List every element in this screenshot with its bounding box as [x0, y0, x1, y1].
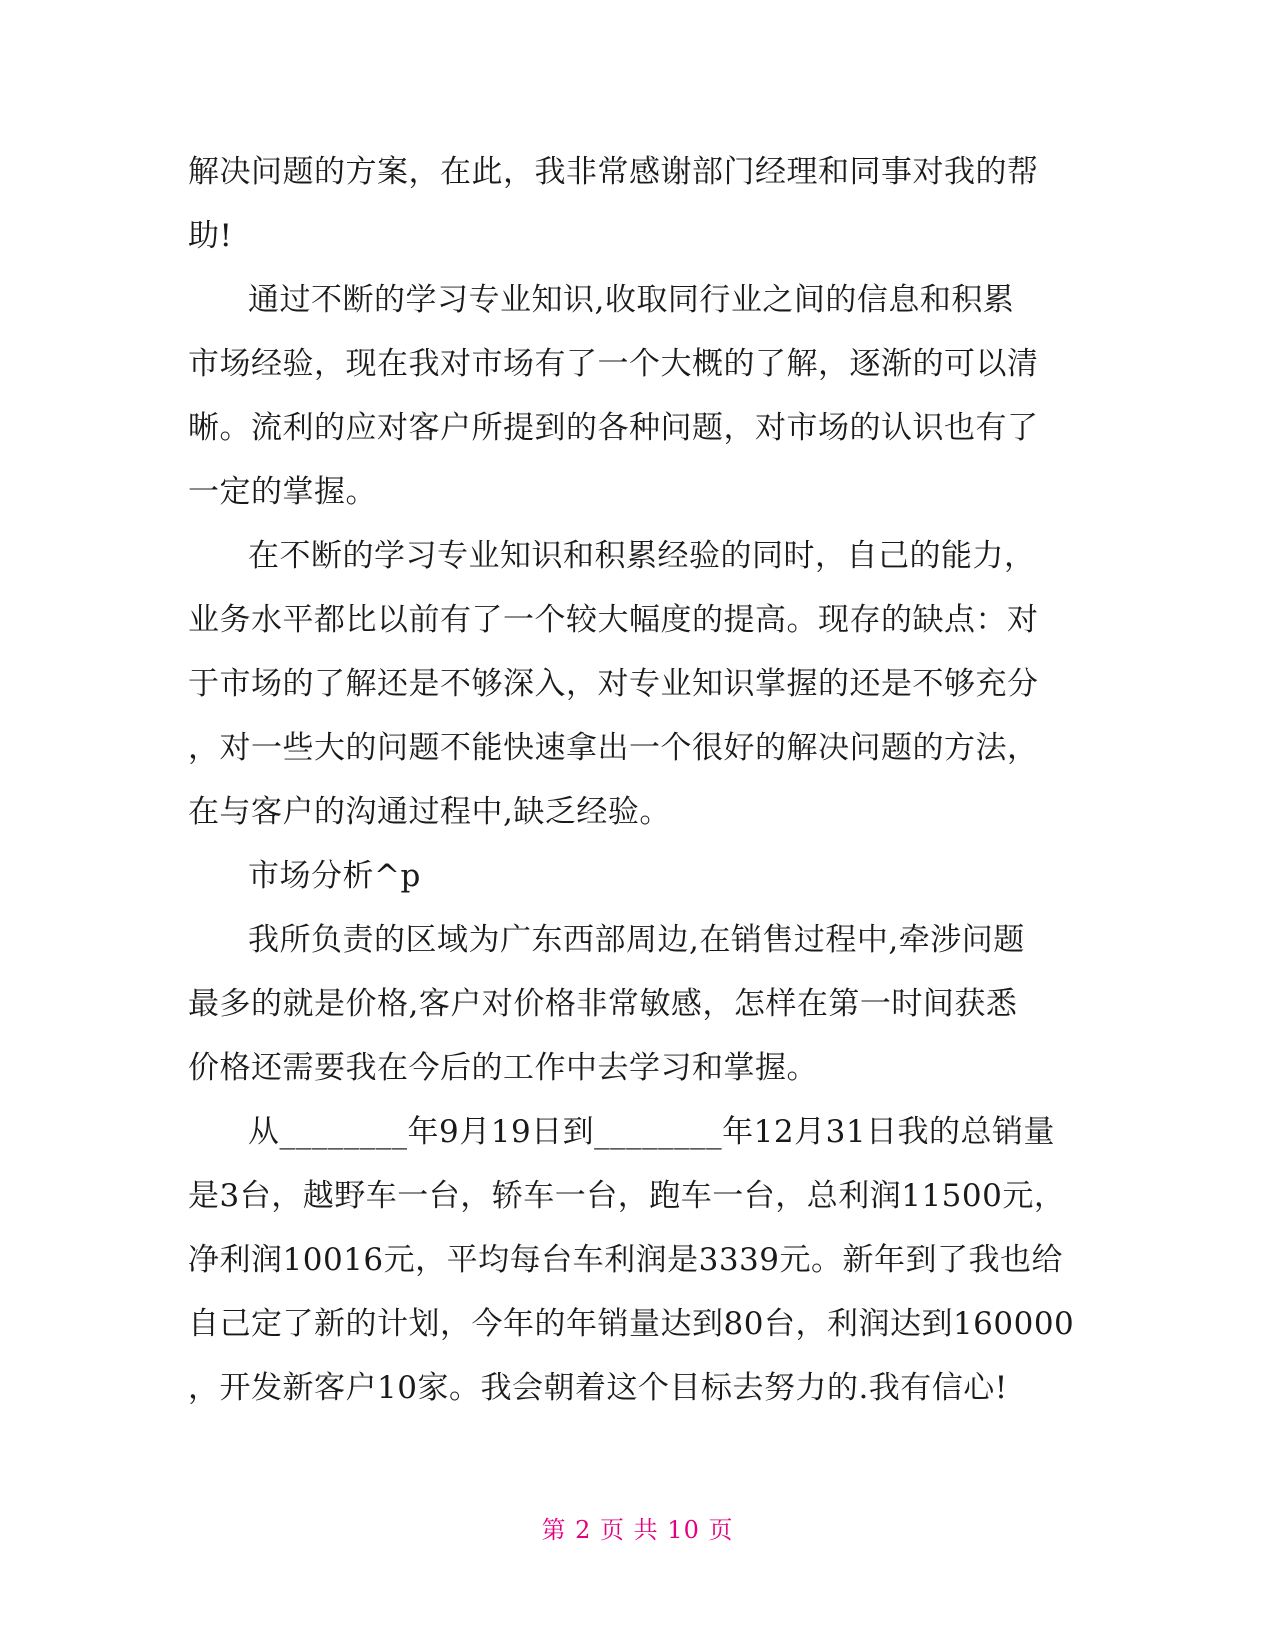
text-line: 通过不断的学习专业知识,收取同行业之间的信息和积累: [248, 282, 1015, 318]
section-heading: 市场分析^p: [248, 858, 421, 894]
text-line: 自己定了新的计划，今年的年销量达到80台，利润达到160000: [188, 1306, 1075, 1342]
text-line: ，开发新客户10家。我会朝着这个目标去努力的.我有信心!: [188, 1370, 1008, 1406]
text-line: 市场经验，现在我对市场有了一个大概的了解，逐渐的可以清: [188, 346, 1039, 382]
body-text: [188, 140, 1088, 1420]
text-line: ，对一些大的问题不能快速拿出一个很好的解决问题的方法，: [188, 730, 1039, 766]
text-line: 业务水平都比以前有了一个较大幅度的提高。现存的缺点：对: [188, 602, 1039, 638]
page-number-footer: 第 2 页 共 10 页: [541, 1516, 734, 1544]
text-line: 解决问题的方案，在此，我非常感谢部门经理和同事对我的帮: [188, 154, 1039, 190]
text-line: 净利润10016元，平均每台车利润是3339元。新年到了我也给: [188, 1242, 1064, 1278]
text-line: 在与客户的沟通过程中,缺乏经验。: [188, 794, 671, 830]
text-line: 在不断的学习专业知识和积累经验的同时，自己的能力，: [248, 538, 1036, 574]
text-line: 从________年9月19日到________年12月31日我的总销量: [248, 1114, 1056, 1150]
text-line: 价格还需要我在今后的工作中去学习和掌握。: [188, 1050, 818, 1086]
text-line: 是3台，越野车一台，轿车一台，跑车一台，总利润11500元，: [188, 1178, 1066, 1214]
text-line: 于市场的了解还是不够深入，对专业知识掌握的还是不够充分: [188, 666, 1039, 702]
text-line: 一定的掌握。: [188, 474, 377, 510]
text-line: 晰。流利的应对客户所提到的各种问题，对市场的认识也有了: [188, 410, 1039, 446]
text-line: 最多的就是价格,客户对价格非常敏感，怎样在第一时间获悉: [188, 986, 1018, 1022]
text-line: 助!: [188, 218, 233, 254]
text-line: 我所负责的区域为广东西部周边,在销售过程中,牵涉问题: [248, 922, 1025, 958]
